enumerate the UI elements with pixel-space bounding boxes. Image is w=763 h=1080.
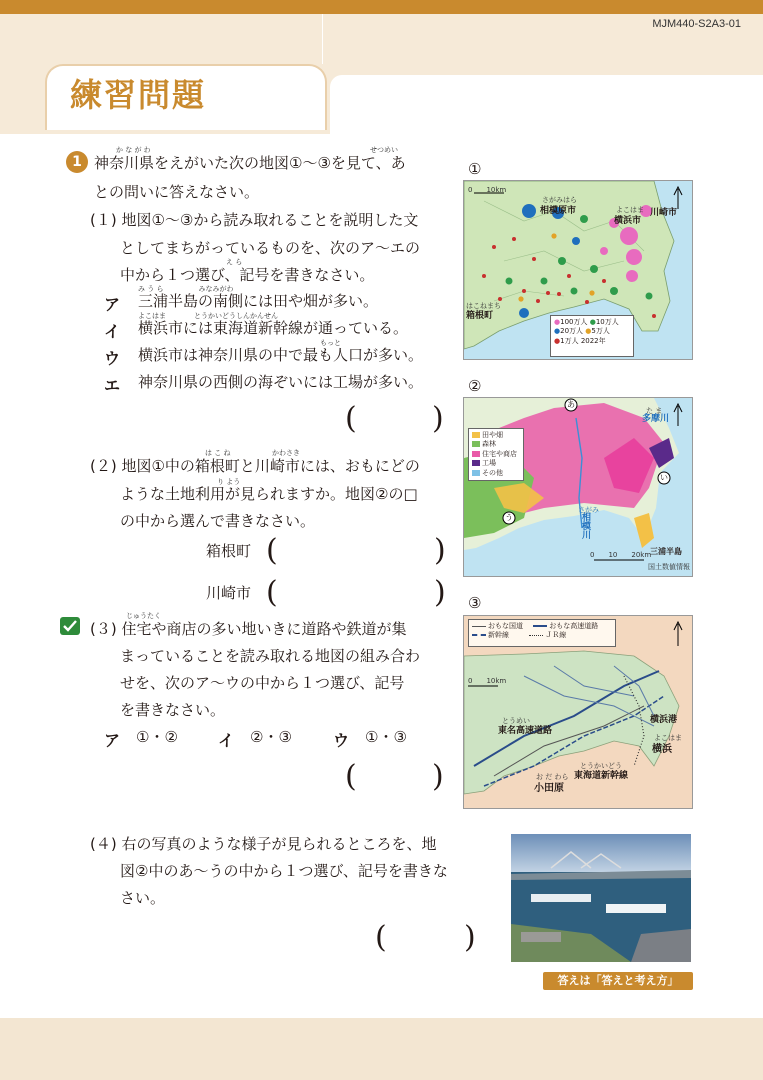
q3-choice-i-text: ②・③ [250,728,292,746]
map1-scale: 0 10km [468,186,507,194]
q4-line-1: (４) 右の写真のような様子が見られるところを、地 [90,835,437,853]
option-i-label: イ [104,322,121,341]
q2-item-hakone: 箱根町 [206,542,252,560]
map1-kawasaki: 川崎市 [650,208,678,218]
legend-expressway: おもな高速道路 [549,622,599,630]
legend-national-road: おもな国道 [488,622,523,630]
map3-tokaido: 東海道新幹線 [574,771,629,781]
map1 [463,180,693,360]
legend-residential: 住宅や商店 [482,449,517,458]
map3-yokohama-port: 横浜港 [650,715,678,725]
header-cutout [330,75,763,135]
q2-line-2: ような土地利用が見られますか。地図②の□ [120,485,418,503]
intro-line-1: 神奈川県をえがいた次の地図①～③を見て、あ [94,154,406,172]
option-u-ruby: もっと [320,339,341,347]
document-code: MJM440-S2A3-01 [652,18,741,30]
top-bar [0,0,763,14]
map2-tama-ruby: た ま [646,407,663,415]
map1-legend: ●100万人 ●10万人 ●20万人 ●5万人 ●1万人 2022年 [550,315,634,357]
option-e-text: 神奈川県の西側の海ぞいには工場が多い。 [138,373,424,391]
map2-sagami: 相模川 [582,513,592,541]
option-a-label: ア [104,295,121,314]
legend-other: その他 [482,468,503,477]
option-e-label: エ [104,376,121,395]
option-u-label: ウ [104,349,121,368]
legend-10k: 10万人 [595,318,619,326]
map2-sagami-ruby: さがみ [578,506,599,514]
option-a-text: 三浦半島の南側には田や畑が多い。 [138,292,379,310]
legend-1k: 1万人 [560,336,579,345]
q3-choice-u-label: ウ [333,731,350,750]
map2-number: ② [468,377,482,395]
q1-line-2: としてまちがっているものを、次のア～エの [120,239,421,257]
ruby-riyou: り よう [217,478,241,486]
map1-sagamihara: 相模原市 [540,206,577,216]
q2-line-1: (２) 地図①中の箱根町と川崎市には、おもにどの [90,457,420,475]
map3-scale: 0 10km [468,677,507,685]
legend-5k: 5万人 [591,327,610,336]
map1-year: 2022年 [580,336,606,345]
q2-line-3: の中から選んで書きなさい。 [120,512,316,530]
footer-band [0,1018,763,1080]
q1-answer-close: ) [432,401,444,436]
map1-hakone-ruby: はこねまち [466,302,501,310]
option-i-ruby: よこはま とうかいどうしんかんせん [138,312,278,320]
q2-kawasaki-open: ( [266,575,278,610]
hint-icon [60,617,80,635]
legend-factory: 工場 [482,459,496,468]
map2-scale: 0 10 20km [590,551,652,559]
map3-number: ③ [468,594,482,612]
q3-answer-open: ( [345,759,357,794]
q1-answer-open: ( [345,401,357,436]
map2-source: 国土数値情報 [648,563,690,571]
map1-hakone: 箱根町 [466,311,494,321]
map2-legend [468,428,524,481]
map1-yokohama: 横浜市 [614,216,642,226]
answer-note: 答えは「答えと考え方」 [543,972,693,990]
ruby-kawasaki: かわさき [272,449,300,457]
q3-choice-a-label: ア [104,731,121,750]
ruby-erabi: え ら [226,258,243,266]
q2-hakone-close: ) [434,533,446,568]
q2-item-kawasaki: 川崎市 [206,584,252,602]
q1-line-3: 中から１つ選び、記号を書きなさい。 [120,266,375,284]
map3-odawara-ruby: お だ わら [536,773,569,781]
q3-answer-close: ) [432,759,444,794]
q4-answer-close: ) [464,920,476,955]
map2-tama: 多摩川 [642,414,670,424]
q3-choice-a-text: ①・② [136,728,178,746]
q3-line-1: (３) 住宅や商店の多い地いきに道路や鉄道が集 [90,620,407,638]
map3-odawara: 小田原 [534,783,564,794]
q2-kawasaki-close: ) [434,575,446,610]
legend-shinkansen: 新幹線 [488,631,509,640]
map3 [463,615,693,809]
ruby-kanagawa: か な が わ [116,146,151,154]
intro-line-2: との問いに答えなさい。 [94,183,260,201]
q4-answer-open: ( [375,920,387,955]
q4-line-2: 図②中のあ～うの中から１つ選び、記号を書きな [120,862,448,880]
option-i-text: 横浜市には東海道新幹線が通っている。 [138,319,409,337]
map2-marker-i: い [660,473,668,482]
map3-yokohama: 横浜 [652,744,672,755]
ruby-juutaku: じゅうたく [126,612,161,620]
q3-line-3: せを、次のア～ウの中から１つ選び、記号 [120,674,405,692]
map2-marker-a: あ [567,400,575,409]
header-divider [322,14,323,64]
legend-100k: 100万人 [560,318,588,326]
map2-miura: 三浦半島 [650,547,682,556]
harbor-photo [511,834,691,962]
map1-sagamihara-ruby: さがみはら [542,196,577,204]
map1-yokohama-ruby: よこはま [616,206,644,214]
map3-tomei-ruby: とうめい [502,717,530,725]
question-number: 1 [66,151,88,173]
ruby-hakone: は こ ね [205,449,231,457]
legend-forest: 森林 [482,440,496,449]
q1-line-1: (１) 地図①～③から読み取れることを説明した文 [90,211,419,229]
option-u-text: 横浜市は神奈川県の中で最も人口が多い。 [138,346,424,364]
legend-farm: 田や畑 [482,431,503,439]
q4-line-3: さい。 [120,889,166,907]
legend-20k: 20万人 [560,327,584,336]
q2-hakone-open: ( [266,533,278,568]
option-a-ruby: み う ら みなみがわ [138,285,234,293]
page-title: 練習問題 [70,76,207,114]
map2 [463,397,693,577]
q3-choice-i-label: イ [218,731,235,750]
map2-marker-u: う [505,513,513,522]
q3-line-2: まっていることを読み取れる地図の組み合わ [120,647,421,665]
map3-legend [468,619,616,647]
legend-jr: ＪＲ線 [545,631,567,640]
map3-tomei: 東名高速道路 [498,726,553,736]
q3-line-4: を書きなさい。 [120,701,226,719]
ruby-setsumei: せつめい [370,146,398,154]
map1-number: ① [468,160,482,178]
map3-yokohama-ruby: よこはま [654,734,682,742]
q3-choice-u-text: ①・③ [365,728,407,746]
map3-tokaido-ruby: とうかいどう [580,762,622,770]
